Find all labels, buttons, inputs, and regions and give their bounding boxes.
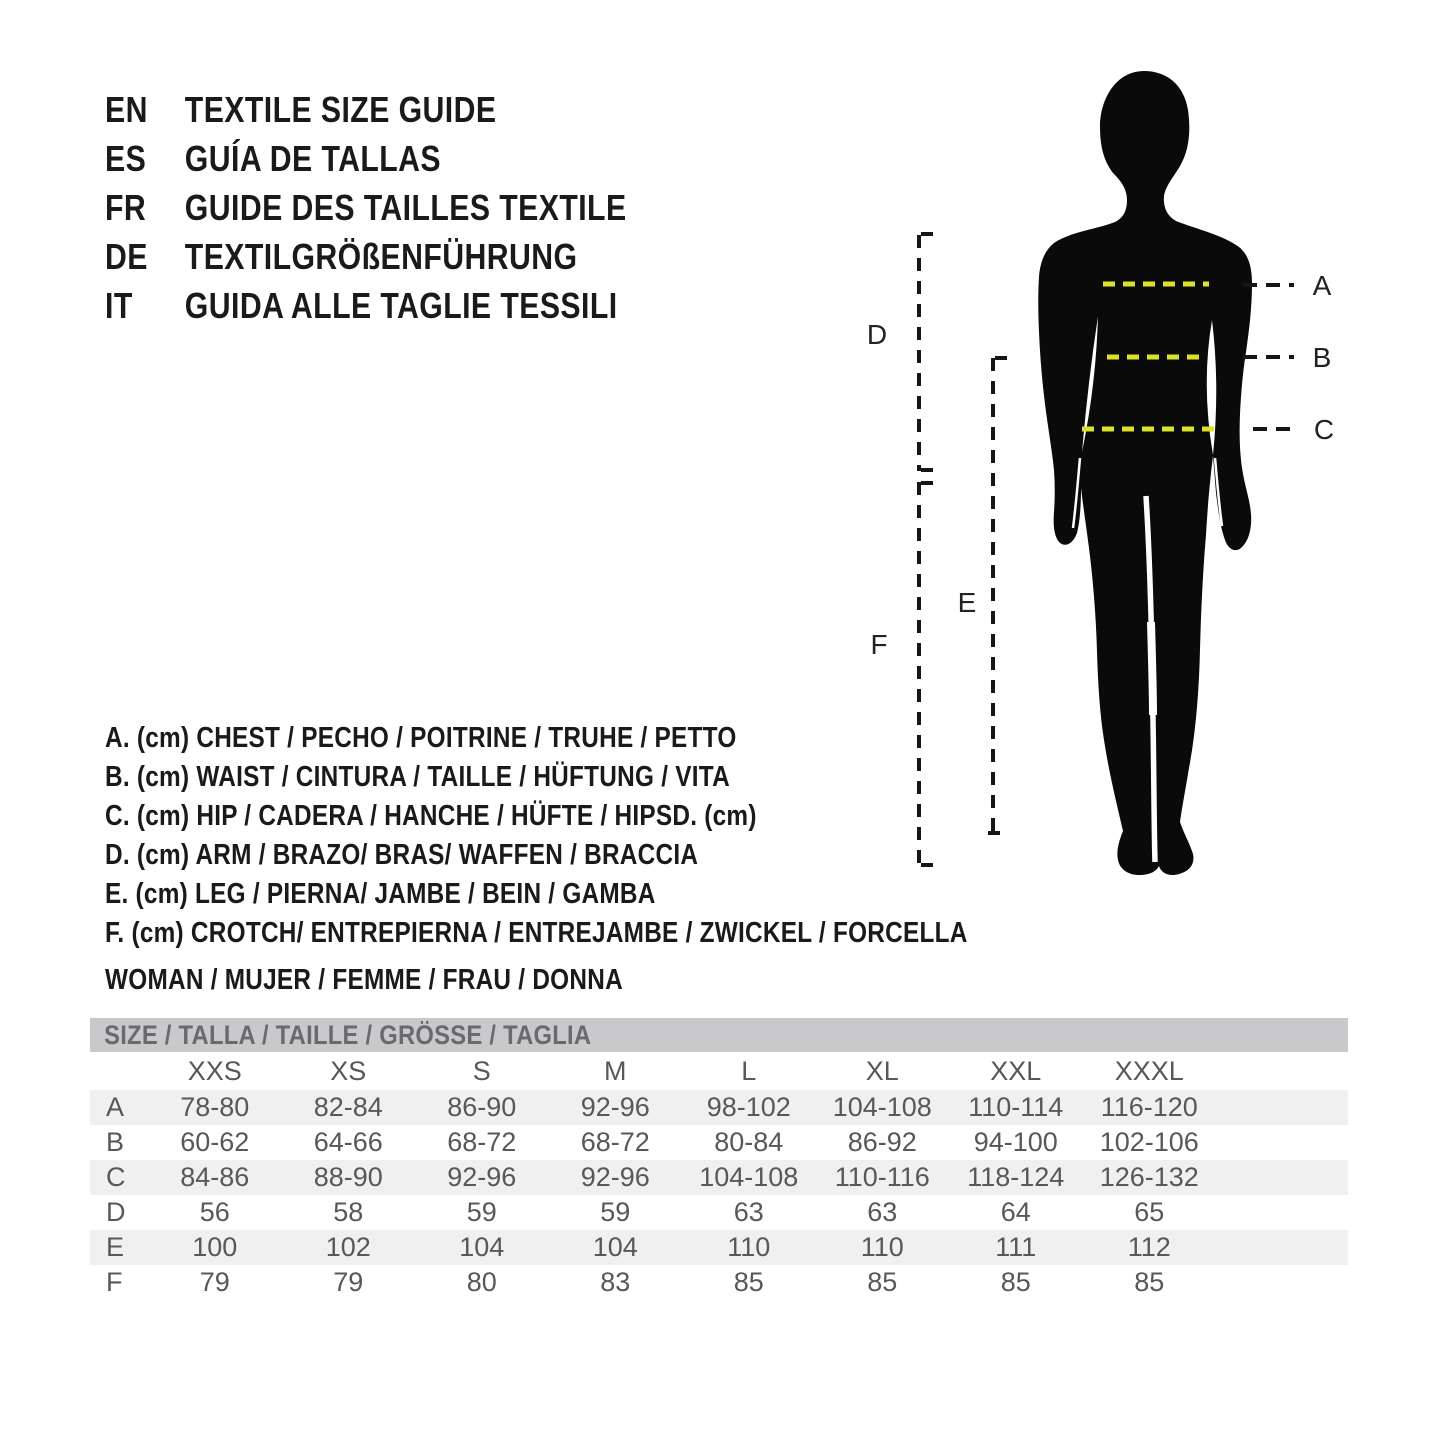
title-row-fr xyxy=(105,183,861,232)
legend-line-leg: E. (cm) LEG / PIERNA/ JAMBE / BEIN / GAMBA xyxy=(105,878,656,910)
cell: 79 xyxy=(199,1267,230,1297)
cell: 110 xyxy=(860,1232,904,1262)
table-row-chest xyxy=(90,1090,1348,1125)
title-text: GUIDE DES TAILLES TEXTILE xyxy=(184,187,627,228)
legend-line-hip: C. (cm) HIP / CADERA / HANCHE / HÜFTE / HIPSD. (cm) xyxy=(105,800,757,832)
cell: 92-96 xyxy=(580,1092,650,1122)
row-label: D xyxy=(106,1197,126,1227)
size-col-header: XXL xyxy=(990,1055,1042,1086)
cell: 58 xyxy=(333,1197,364,1227)
cell: 59 xyxy=(600,1197,631,1227)
cell: 84-86 xyxy=(180,1162,250,1192)
cell: 100 xyxy=(192,1232,238,1262)
legend-line-waist: B. (cm) WAIST / CINTURA / TAILLE / HÜFTUNG / VITA xyxy=(105,761,730,793)
cell: 98-102 xyxy=(706,1092,791,1122)
cell: 63 xyxy=(733,1197,764,1227)
legend-line-crotch: F. (cm) CROTCH/ ENTREPIERNA / ENTREJAMBE / ZWICKEL / FORCELLA xyxy=(105,917,968,949)
figure-label-waist: B xyxy=(1312,342,1332,373)
row-label: A xyxy=(106,1092,125,1122)
cell: 85 xyxy=(733,1267,764,1297)
size-col-header: S xyxy=(472,1055,491,1086)
title-text: TEXTILGRÖßENFÜHRUNG xyxy=(184,236,578,277)
title-language-list xyxy=(105,85,861,330)
cell: 104 xyxy=(459,1232,505,1262)
cell: 79 xyxy=(333,1267,364,1297)
title-text: GUÍA DE TALLAS xyxy=(184,138,441,179)
title-row-de xyxy=(105,232,861,281)
cell: 65 xyxy=(1134,1197,1165,1227)
cell: 111 xyxy=(995,1232,1037,1262)
row-label: B xyxy=(106,1127,125,1157)
gender-heading: WOMAN / MUJER / FEMME / FRAU / DONNA xyxy=(105,964,623,996)
cell: 118-124 xyxy=(967,1162,1065,1192)
cell: 80 xyxy=(466,1267,497,1297)
lang-code: DE xyxy=(105,236,148,277)
figure-label-crotch: F xyxy=(870,629,888,660)
table-row-leg xyxy=(90,1230,1348,1265)
size-col-header: XS xyxy=(330,1055,367,1086)
legend-line-arm: D. (cm) ARM / BRAZO/ BRAS/ WAFFEN / BRACCIA xyxy=(105,839,699,871)
cell: 104-108 xyxy=(832,1092,932,1122)
size-table-header-band xyxy=(90,1018,1348,1052)
cell: 102-106 xyxy=(1099,1127,1199,1157)
cell: 110 xyxy=(727,1232,771,1262)
size-col-header: L xyxy=(741,1055,757,1086)
lang-code: ES xyxy=(105,138,147,179)
size-col-header: M xyxy=(604,1055,627,1086)
cell: 64 xyxy=(1000,1197,1031,1227)
cell: 126-132 xyxy=(1099,1162,1199,1192)
cell: 116-120 xyxy=(1100,1092,1198,1122)
row-label: E xyxy=(106,1232,125,1262)
figure-label-arm: D xyxy=(866,319,888,350)
page-title: TEXTILE SIZE GUIDE xyxy=(184,89,497,130)
cell: 68-72 xyxy=(580,1127,650,1157)
cell: 102 xyxy=(325,1232,371,1262)
cell: 64-66 xyxy=(313,1127,383,1157)
cell: 59 xyxy=(466,1197,497,1227)
cell: 110-114 xyxy=(968,1092,1064,1122)
size-table-title: SIZE / TALLA / TAILLE / GRÖSSE / TAGLIA xyxy=(104,1019,592,1050)
figure-label-hip: C xyxy=(1313,414,1335,445)
table-row-hip xyxy=(90,1160,1348,1195)
cell: 80-84 xyxy=(714,1127,784,1157)
row-label: F xyxy=(106,1267,123,1297)
lang-code: EN xyxy=(105,89,148,130)
title-row-es xyxy=(105,134,861,183)
cell: 63 xyxy=(867,1197,898,1227)
size-table xyxy=(90,1018,1348,1300)
size-col-header: XXXL xyxy=(1114,1055,1184,1086)
cell: 86-92 xyxy=(847,1127,917,1157)
figure-label-chest: A xyxy=(1312,270,1332,301)
title-row-it xyxy=(105,281,861,330)
cell: 110-116 xyxy=(834,1162,930,1192)
cell: 112 xyxy=(1127,1232,1171,1262)
size-col-header: XXS xyxy=(187,1055,242,1086)
title-row-en xyxy=(105,85,861,134)
cell: 60-62 xyxy=(180,1127,250,1157)
cell: 78-80 xyxy=(180,1092,250,1122)
legend-line-chest: A. (cm) CHEST / PECHO / POITRINE / TRUHE / PETTO xyxy=(105,722,737,754)
measurement-legend xyxy=(105,719,1029,953)
table-row-crotch xyxy=(90,1265,1348,1300)
cell: 94-100 xyxy=(973,1127,1058,1157)
knee-gap xyxy=(1151,622,1153,715)
size-header-row xyxy=(90,1052,1348,1090)
row-label: C xyxy=(106,1162,126,1192)
woman-silhouette xyxy=(1038,71,1252,875)
cell: 68-72 xyxy=(447,1127,517,1157)
cell: 83 xyxy=(600,1267,631,1297)
figure-label-leg: E xyxy=(957,587,977,618)
table-row-arm xyxy=(90,1195,1348,1230)
cell: 104 xyxy=(592,1232,638,1262)
cell: 92-96 xyxy=(580,1162,650,1192)
lang-code: IT xyxy=(105,285,133,326)
size-col-header: XL xyxy=(865,1055,899,1086)
lang-code: FR xyxy=(105,187,147,228)
cell: 104-108 xyxy=(699,1162,799,1192)
cell: 85 xyxy=(1000,1267,1031,1297)
cell: 85 xyxy=(1134,1267,1165,1297)
cell: 86-90 xyxy=(447,1092,517,1122)
table-row-waist xyxy=(90,1125,1348,1160)
cell: 85 xyxy=(867,1267,898,1297)
cell: 88-90 xyxy=(313,1162,383,1192)
cell: 82-84 xyxy=(313,1092,383,1122)
cell: 56 xyxy=(199,1197,230,1227)
title-text: GUIDA ALLE TAGLIE TESSILI xyxy=(184,285,618,326)
cell: 92-96 xyxy=(447,1162,517,1192)
